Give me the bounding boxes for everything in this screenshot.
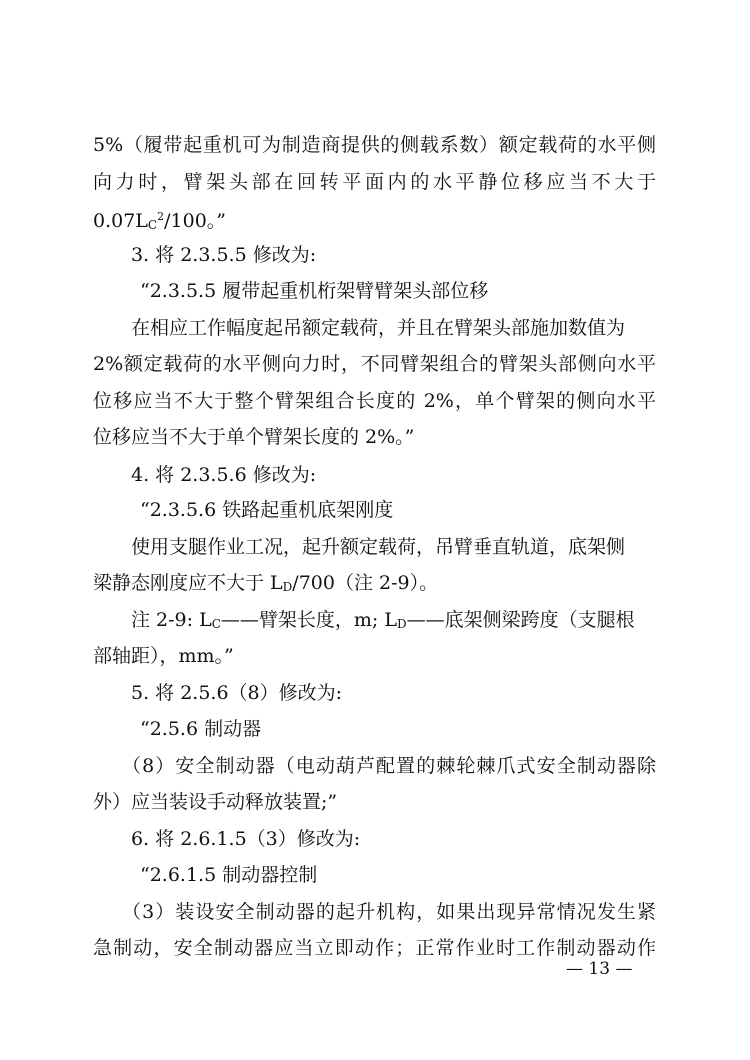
text-line: 急制动，安全制动器应当立即动作；正常作业时工作制动器动作 [93,937,656,959]
note-text: ——臂架长度，m; L [220,609,397,631]
text-line: 位移应当不大于单个臂架长度的 2%。” [93,426,415,448]
clause-title: “2.5.6 制动器 [140,718,262,740]
formula-subscript: C [147,218,158,232]
stiffness-text: 梁静态刚度应不大于 L [93,572,283,594]
text-line: （3）装设安全制动器的起升机构，如果出现异常情况发生紧 [122,901,656,923]
text-line: 在相应工作幅度起吊额定载荷，并且在臂架头部施加数值为 [131,317,626,339]
text-line: 外）应当装设手动释放装置;” [93,791,338,813]
note-continuation: 部轴距），mm。” [93,645,234,667]
formula-superscript: 2 [157,210,165,223]
text-line: 使用支腿作业工况，起升额定载荷，吊臂垂直轨道，底架侧 [131,536,626,558]
amendment-heading: 5. 将 2.5.6（8）修改为: [131,682,343,704]
text-line: 2%额定载荷的水平侧向力时，不同臂架组合的臂架头部侧向水平 [93,353,656,375]
text-line: 位移应当不大于整个臂架组合长度的 2%，单个臂架的侧向水平 [93,390,656,412]
stiffness-subscript: D [282,580,293,594]
note-subscript: C [211,617,221,631]
stiffness-line [93,568,438,602]
note-text: 注 2-9: L [131,609,212,631]
clause-title: “2.3.5.6 铁路起重机底架刚度 [140,499,394,521]
amendment-heading: 6. 将 2.6.1.5（3）修改为: [131,828,361,850]
text-line: 向力时，臂架头部在回转平面内的水平静位移应当不大于 [93,171,656,193]
note-line [131,605,635,639]
formula-line [93,202,226,240]
amendment-heading: 3. 将 2.3.5.5 修改为: [131,244,317,266]
clause-title: “2.6.1.5 制动器控制 [140,864,318,886]
amendment-heading: 4. 将 2.3.5.6 修改为: [131,464,317,486]
formula-text: 0.07L [93,210,148,232]
note-subscript: D [396,617,407,631]
stiffness-text: /700（注 2-9）。 [292,572,439,594]
formula-text: /100。” [164,210,226,232]
page-number: — 13 — [566,959,633,979]
text-line: 5%（履带起重机可为制造商提供的侧载系数）额定载荷的水平侧 [93,134,656,156]
note-text: ——底架侧梁跨度（支腿根 [406,609,635,631]
clause-title: “2.3.5.5 履带起重机桁架臂臂架头部位移 [140,280,489,302]
text-line: （8）安全制动器（电动葫芦配置的棘轮棘爪式安全制动器除 [122,755,656,777]
